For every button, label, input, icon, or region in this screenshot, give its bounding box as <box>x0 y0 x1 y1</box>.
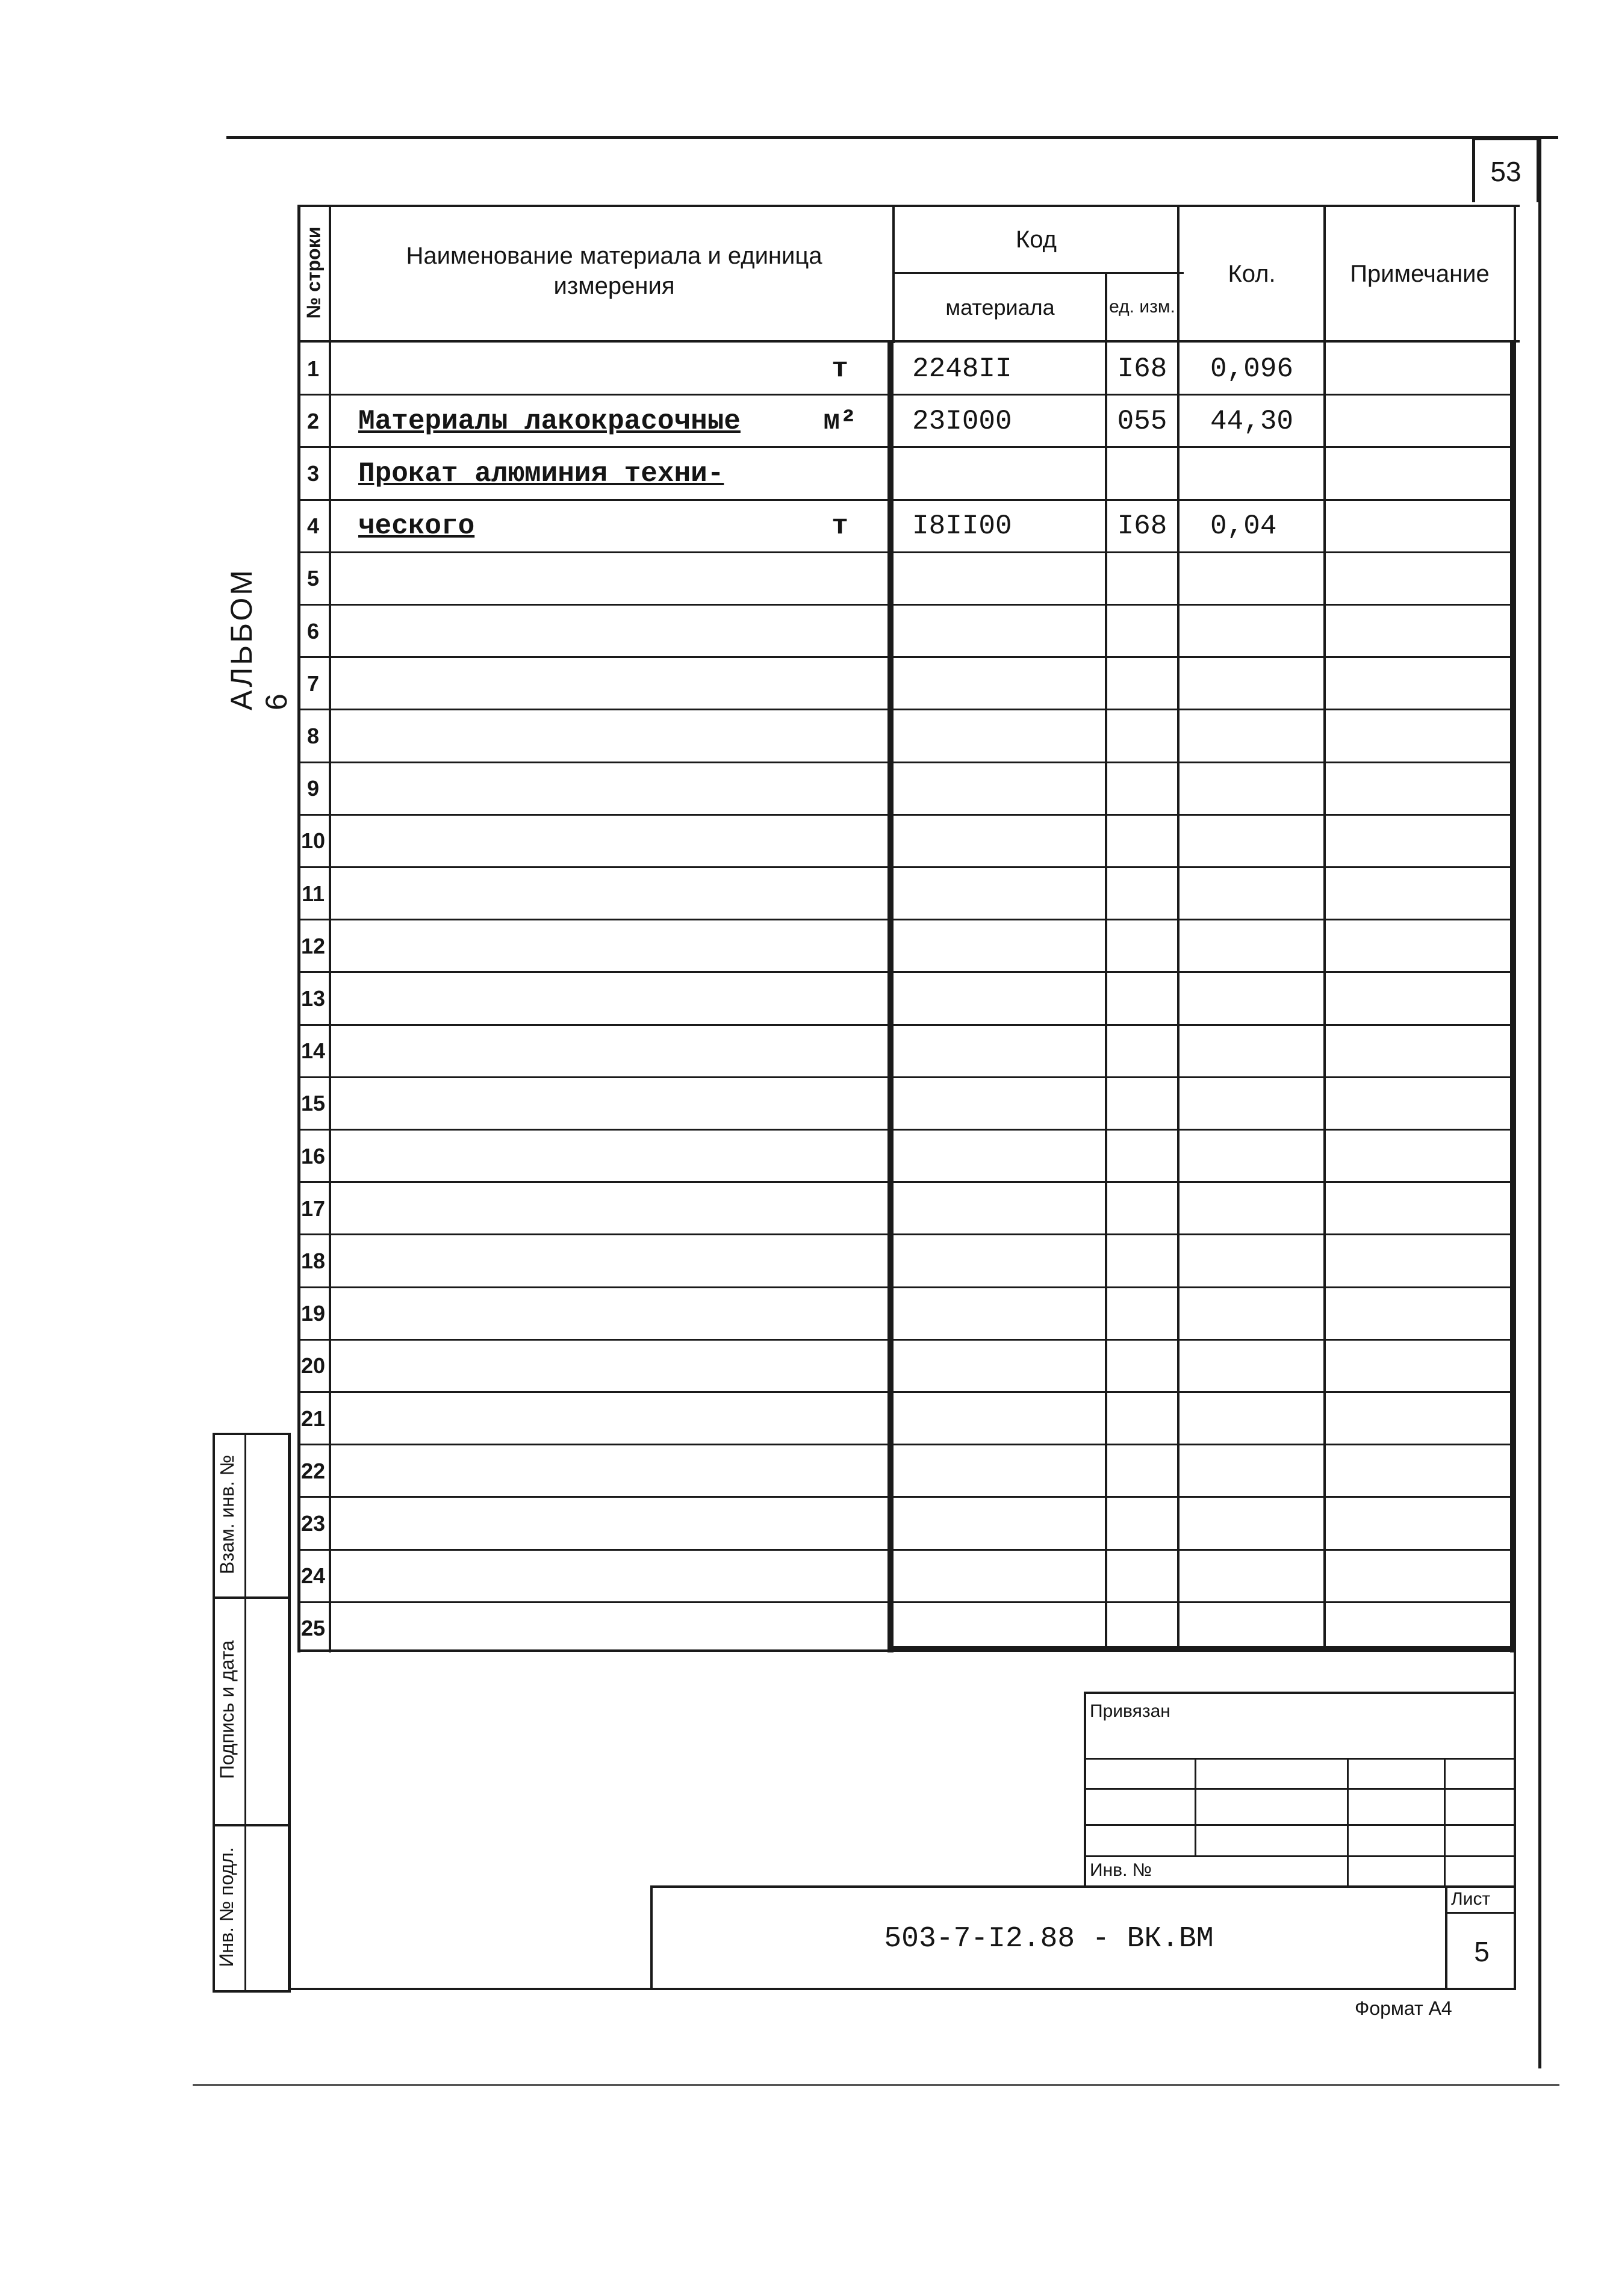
stamp-bottom-line <box>213 1990 291 1993</box>
sheet-label: Лист <box>1451 1889 1491 1909</box>
material-name <box>358 1392 804 1445</box>
material-code <box>912 867 1099 920</box>
note <box>1331 1603 1511 1655</box>
header-material-code: материала <box>945 294 1055 320</box>
note <box>1331 1392 1511 1445</box>
quantity <box>1210 1497 1319 1550</box>
quantity <box>1210 1550 1319 1603</box>
material-code <box>912 815 1099 867</box>
unit <box>804 1025 876 1078</box>
unit <box>804 1130 876 1182</box>
unit <box>804 920 876 972</box>
stamp-left-line <box>213 1433 215 1993</box>
unit-code <box>1107 1550 1178 1603</box>
material-code <box>912 710 1099 762</box>
unit-code <box>1107 1025 1178 1078</box>
material-name <box>358 763 804 815</box>
material-code <box>912 1235 1099 1287</box>
attached-row-1 <box>1084 1758 1516 1760</box>
header-row-no-text: № строки <box>302 226 324 318</box>
material-code: 2248II <box>912 353 1012 385</box>
unit-code <box>1107 1340 1178 1392</box>
row-number: 7 <box>306 671 320 696</box>
header-qty: Кол. <box>1228 261 1276 287</box>
quantity <box>1210 1235 1319 1287</box>
unit <box>804 1288 876 1340</box>
unit <box>804 553 876 605</box>
note <box>1331 553 1511 605</box>
stamp-sep-2 <box>213 1824 291 1826</box>
note <box>1331 1025 1511 1078</box>
quantity <box>1210 1025 1319 1078</box>
note <box>1331 1288 1511 1340</box>
inv-no-label: Инв. № <box>1090 1860 1152 1880</box>
unit <box>804 1340 876 1392</box>
quantity <box>1210 710 1319 762</box>
unit-code <box>1107 1392 1178 1445</box>
unit-code <box>1107 710 1178 762</box>
unit-code <box>1107 1235 1178 1287</box>
frame-left-lower <box>288 1649 291 1993</box>
material-name <box>358 972 804 1025</box>
unit-code <box>1107 1603 1178 1655</box>
material-code <box>912 657 1099 710</box>
note <box>1331 1550 1511 1603</box>
note <box>1331 1182 1511 1235</box>
material-code <box>912 1182 1099 1235</box>
material-code <box>912 1603 1099 1655</box>
row-number: 22 <box>300 1458 326 1483</box>
note <box>1331 972 1511 1025</box>
note <box>1331 1340 1511 1392</box>
unit <box>804 1497 876 1550</box>
quantity <box>1210 1288 1319 1340</box>
attached-top <box>1084 1692 1516 1694</box>
material-code <box>912 1392 1099 1445</box>
header-name: Наименование материала и единица измерения <box>406 243 822 299</box>
note <box>1331 657 1511 710</box>
material-code <box>912 1078 1099 1130</box>
note <box>1331 867 1511 920</box>
row-number: 16 <box>300 1143 326 1168</box>
material-code <box>912 972 1099 1025</box>
row-number: 4 <box>306 513 320 539</box>
row-number: 19 <box>300 1301 326 1326</box>
row-number: 11 <box>301 881 325 906</box>
quantity <box>1210 1603 1319 1655</box>
album-label <box>225 566 293 710</box>
quantity <box>1210 1130 1319 1182</box>
row-number: 15 <box>300 1091 326 1116</box>
inv-orig-label: Инв. № подл. <box>216 1847 237 1967</box>
album-label-text: АЛЬБОМ 6 <box>225 568 293 710</box>
quantity <box>1210 1078 1319 1130</box>
quantity: 0,04 <box>1210 510 1277 542</box>
row-number: 9 <box>306 776 320 801</box>
material-name <box>358 1445 804 1497</box>
material-name <box>358 1025 804 1078</box>
unit <box>804 1182 876 1235</box>
material-code: 23I000 <box>912 405 1012 437</box>
row-number: 17 <box>300 1196 326 1221</box>
code-split-line <box>894 272 1184 274</box>
unit <box>804 763 876 815</box>
unit: м² <box>823 405 857 437</box>
header-row-no <box>295 205 331 340</box>
row-number: 18 <box>300 1248 326 1273</box>
material-code <box>912 1025 1099 1078</box>
quantity <box>1210 867 1319 920</box>
row-number: 14 <box>300 1038 326 1064</box>
note <box>1331 1235 1511 1287</box>
unit: т <box>831 353 848 385</box>
material-code <box>912 1550 1099 1603</box>
unit-code: 055 <box>1117 405 1167 437</box>
designation-code: 503-7-I2.88 - ВК.ВМ <box>884 1923 1214 1955</box>
material-name <box>358 553 804 605</box>
note <box>1331 343 1511 395</box>
quantity <box>1210 657 1319 710</box>
note <box>1331 1078 1511 1130</box>
unit-code <box>1107 1078 1178 1130</box>
note <box>1331 605 1511 657</box>
material-name <box>358 1182 804 1235</box>
attached-row-4 <box>1084 1855 1516 1857</box>
frame-right-line <box>1538 136 1541 2068</box>
material-name <box>358 1078 804 1130</box>
header-code: Код <box>1015 226 1057 253</box>
material-code <box>912 447 1099 500</box>
material-code <box>912 1130 1099 1182</box>
material-name <box>358 1235 804 1287</box>
row-number: 5 <box>306 566 320 591</box>
unit-code: I68 <box>1117 510 1167 542</box>
material-name: Материалы лакокрасочные <box>358 405 741 437</box>
note <box>1331 395 1511 447</box>
material-code <box>912 763 1099 815</box>
row-number: 13 <box>300 985 326 1011</box>
quantity <box>1210 1182 1319 1235</box>
note <box>1331 1130 1511 1182</box>
page-number: 53 <box>1472 137 1540 202</box>
row-number: 25 <box>300 1616 326 1641</box>
note <box>1331 815 1511 867</box>
row-number: 24 <box>300 1563 326 1589</box>
header-unit-code: ед. изм. <box>1109 297 1175 317</box>
material-name <box>358 1550 804 1603</box>
material-name <box>358 1497 804 1550</box>
material-code <box>912 553 1099 605</box>
attached-row-2 <box>1084 1788 1516 1790</box>
col-line-note <box>1323 205 1326 1651</box>
quantity <box>1210 1340 1319 1392</box>
unit <box>804 1392 876 1445</box>
quantity <box>1210 763 1319 815</box>
unit-code <box>1107 605 1178 657</box>
quantity: 44,30 <box>1210 405 1294 437</box>
unit-code <box>1107 972 1178 1025</box>
row-number: 20 <box>300 1353 326 1379</box>
material-code <box>912 1445 1099 1497</box>
material-name <box>358 815 804 867</box>
material-name <box>358 1603 804 1655</box>
material-name: Прокат алюминия техни- <box>358 458 724 489</box>
note <box>1331 920 1511 972</box>
attached-col-1 <box>1195 1758 1196 1857</box>
row-number: 6 <box>306 618 320 644</box>
material-code <box>912 1288 1099 1340</box>
note <box>1331 763 1511 815</box>
unit-code <box>1107 1288 1178 1340</box>
unit <box>804 1078 876 1130</box>
material-name <box>358 867 804 920</box>
row-number: 10 <box>300 828 326 854</box>
unit-code <box>1107 1130 1178 1182</box>
material-name <box>358 1288 804 1340</box>
row-number: 21 <box>300 1406 326 1431</box>
stamp-mid-line <box>244 1433 246 1993</box>
unit-code <box>1107 657 1178 710</box>
unit <box>804 1550 876 1603</box>
material-name <box>358 1130 804 1182</box>
note <box>1331 710 1511 762</box>
material-name <box>358 1340 804 1392</box>
unit-code <box>1107 920 1178 972</box>
material-code <box>912 605 1099 657</box>
quantity <box>1210 920 1319 972</box>
frame-top-line <box>226 136 1558 139</box>
unit <box>804 657 876 710</box>
material-name <box>358 343 804 395</box>
header-note: Примечание <box>1350 261 1490 287</box>
quantity <box>1210 1392 1319 1445</box>
row-number: 3 <box>306 461 320 486</box>
quantity <box>1210 605 1319 657</box>
material-code: I8II00 <box>912 510 1012 542</box>
material-code <box>912 920 1099 972</box>
unit-code <box>1107 447 1178 500</box>
unit <box>804 447 876 500</box>
unit <box>804 605 876 657</box>
col-line-rownum <box>329 205 331 1652</box>
material-name <box>358 657 804 710</box>
row-number: 23 <box>300 1510 326 1536</box>
row-number: 8 <box>306 723 320 748</box>
note <box>1331 1497 1511 1550</box>
quantity <box>1210 972 1319 1025</box>
unit-code: I68 <box>1117 353 1167 385</box>
quantity: 0,096 <box>1210 353 1294 385</box>
sign-date-label: Подпись и дата <box>216 1640 238 1779</box>
unit <box>804 710 876 762</box>
unit-code <box>1107 1497 1178 1550</box>
unit-code <box>1107 763 1178 815</box>
unit <box>804 815 876 867</box>
material-code <box>912 1340 1099 1392</box>
replace-inv-label: Взам. инв. № <box>216 1454 238 1575</box>
unit <box>804 1445 876 1497</box>
material-name <box>358 710 804 762</box>
quantity <box>1210 447 1319 500</box>
attached-label: Привязан <box>1090 1701 1170 1721</box>
col-line-right <box>1514 205 1516 343</box>
unit-code <box>1107 815 1178 867</box>
row-number: 2 <box>306 408 320 433</box>
unit-code <box>1107 867 1178 920</box>
material-code <box>912 1497 1099 1550</box>
unit-code <box>1107 1182 1178 1235</box>
material-name: ческого <box>358 510 475 542</box>
quantity <box>1210 553 1319 605</box>
sheet-split <box>1445 1912 1516 1914</box>
row-number: 12 <box>300 933 326 958</box>
format-label: Формат А4 <box>1355 1997 1452 2019</box>
material-name <box>358 605 804 657</box>
note <box>1331 500 1511 553</box>
unit <box>804 867 876 920</box>
attached-row-3 <box>1084 1824 1516 1826</box>
material-name <box>358 920 804 972</box>
unit: т <box>831 510 848 542</box>
col-line-code-left-thick <box>887 340 894 1652</box>
attached-col-3 <box>1444 1758 1446 1885</box>
unit <box>804 1603 876 1655</box>
row-number: 1 <box>306 356 320 381</box>
unit <box>804 972 876 1025</box>
attached-col-2 <box>1347 1758 1349 1885</box>
unit <box>804 1235 876 1287</box>
note <box>1331 1445 1511 1497</box>
unit-code <box>1107 1445 1178 1497</box>
quantity <box>1210 815 1319 867</box>
unit-code <box>1107 553 1178 605</box>
frame-bottom-line <box>193 2084 1559 2086</box>
note <box>1331 447 1511 500</box>
quantity <box>1210 1445 1319 1497</box>
sheet-number: 5 <box>1474 1936 1490 1967</box>
